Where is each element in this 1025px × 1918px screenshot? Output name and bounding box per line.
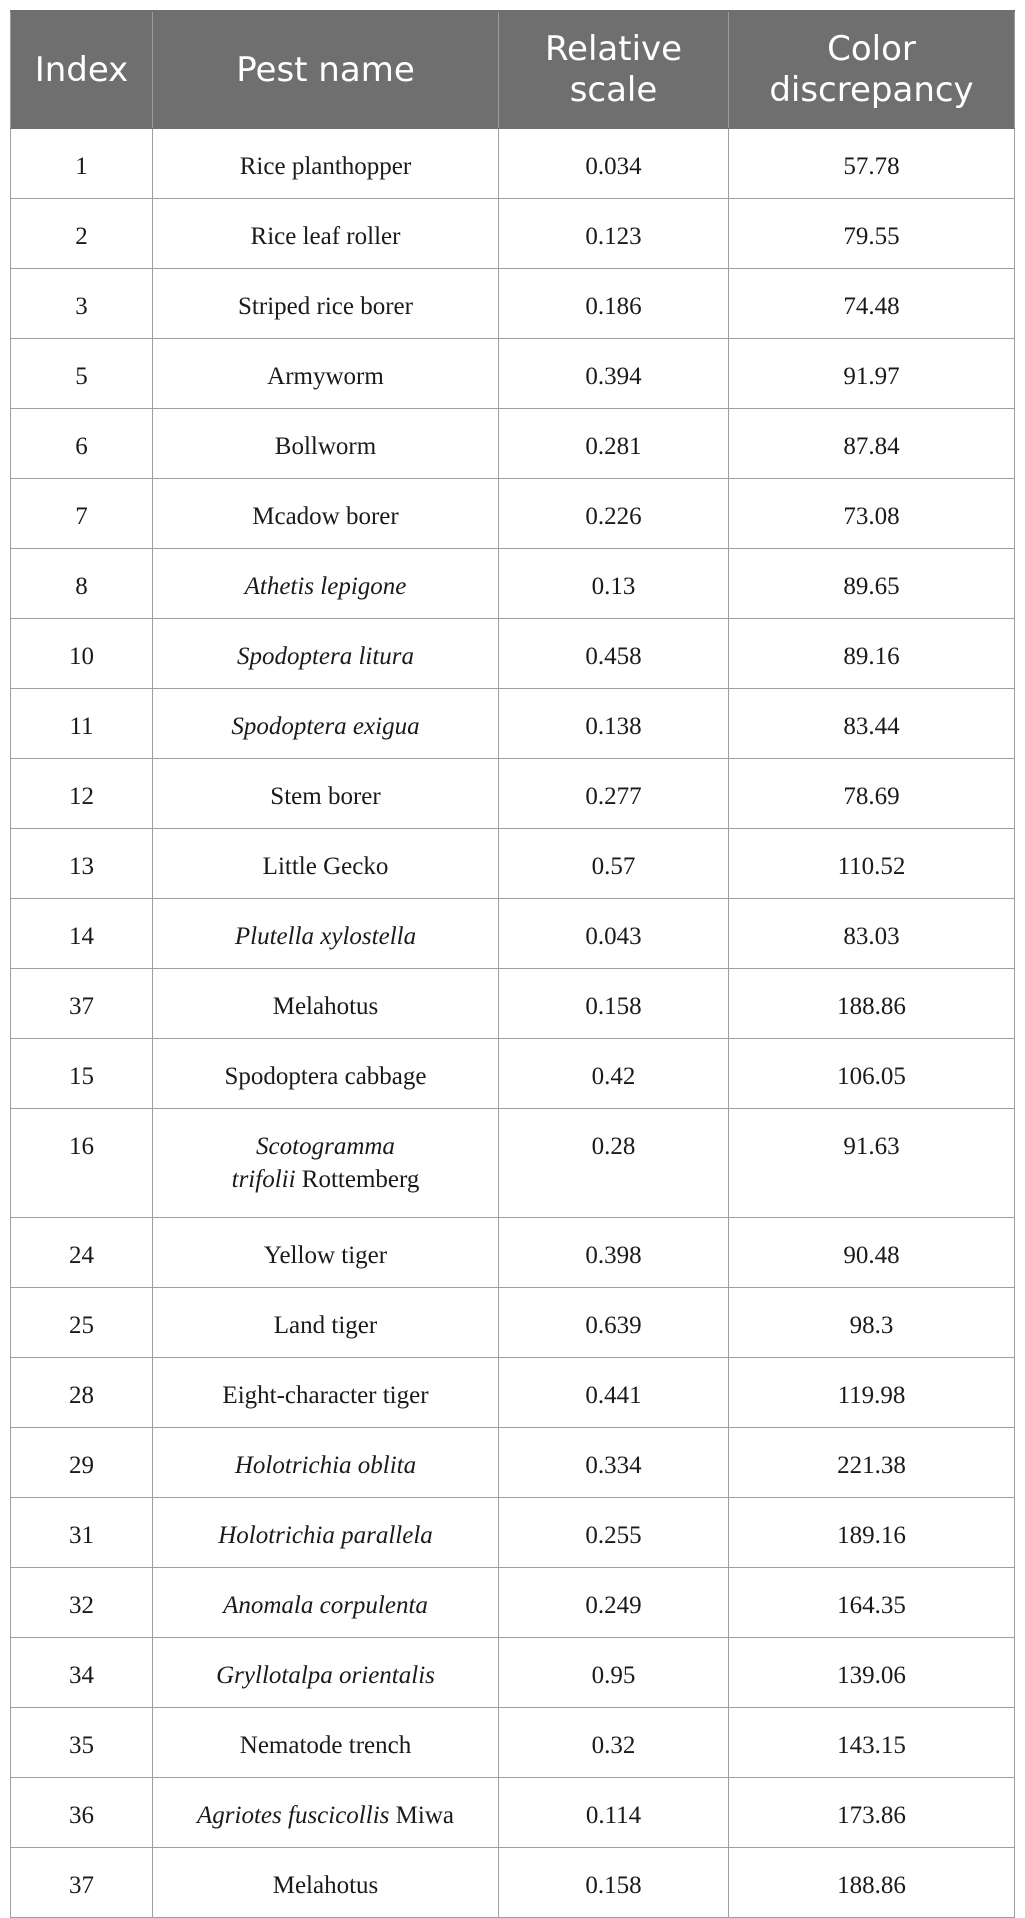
cell-index: 10 <box>11 619 153 689</box>
table-row <box>11 1039 1015 1109</box>
cell-color-discrepancy: 91.63 <box>729 1109 1015 1218</box>
header-relative-scale <box>499 11 729 129</box>
cell-index: 5 <box>11 339 153 409</box>
table-row <box>11 1778 1015 1848</box>
cell-index: 1 <box>11 129 153 199</box>
header-relative-scale-line1: Relative <box>544 29 683 69</box>
cell-pest-name: Melahotus <box>153 969 499 1039</box>
cell-relative-scale: 0.226 <box>499 479 729 549</box>
cell-index: 25 <box>11 1288 153 1358</box>
cell-index: 11 <box>11 689 153 759</box>
cell-pest-name: Athetis lepigone <box>153 549 499 619</box>
cell-pest-name <box>153 1778 499 1848</box>
table-row <box>11 1358 1015 1428</box>
pest-name-line2 <box>159 1163 492 1196</box>
table-row <box>11 1428 1015 1498</box>
pest-name-line1: Scotogramma <box>256 1133 395 1160</box>
cell-pest-name: Land tiger <box>153 1288 499 1358</box>
cell-color-discrepancy: 78.69 <box>729 759 1015 829</box>
table-row <box>11 759 1015 829</box>
cell-index: 16 <box>11 1109 153 1218</box>
cell-relative-scale: 0.277 <box>499 759 729 829</box>
table-row <box>11 1109 1015 1218</box>
table-row <box>11 1498 1015 1568</box>
pest-name-line2-roman: Rottemberg <box>295 1166 420 1193</box>
cell-relative-scale: 0.32 <box>499 1708 729 1778</box>
table-row <box>11 129 1015 199</box>
cell-color-discrepancy: 83.44 <box>729 689 1015 759</box>
cell-pest-name: Rice leaf roller <box>153 199 499 269</box>
table-row <box>11 199 1015 269</box>
cell-relative-scale: 0.28 <box>499 1109 729 1218</box>
table-row <box>11 1708 1015 1778</box>
cell-pest-name: Eight-character tiger <box>153 1358 499 1428</box>
cell-color-discrepancy: 73.08 <box>729 479 1015 549</box>
cell-pest-name: Melahotus <box>153 1848 499 1918</box>
cell-color-discrepancy: 143.15 <box>729 1708 1015 1778</box>
cell-index: 14 <box>11 899 153 969</box>
pest-name-roman: Miwa <box>389 1802 454 1829</box>
cell-color-discrepancy: 110.52 <box>729 829 1015 899</box>
cell-pest-name: Spodoptera cabbage <box>153 1039 499 1109</box>
cell-index: 36 <box>11 1778 153 1848</box>
cell-index: 12 <box>11 759 153 829</box>
cell-pest-name: Spodoptera exigua <box>153 689 499 759</box>
table-row <box>11 829 1015 899</box>
table-row <box>11 1568 1015 1638</box>
cell-relative-scale: 0.138 <box>499 689 729 759</box>
cell-color-discrepancy: 106.05 <box>729 1039 1015 1109</box>
cell-color-discrepancy: 83.03 <box>729 899 1015 969</box>
cell-index: 37 <box>11 1848 153 1918</box>
pest-name-line2-italic: trifolii <box>231 1166 296 1193</box>
cell-pest-name <box>153 1109 499 1218</box>
cell-color-discrepancy: 188.86 <box>729 1848 1015 1918</box>
cell-index: 34 <box>11 1638 153 1708</box>
cell-pest-name: Anomala corpulenta <box>153 1568 499 1638</box>
cell-pest-name: Spodoptera litura <box>153 619 499 689</box>
cell-color-discrepancy: 91.97 <box>729 339 1015 409</box>
header-color-discrepancy <box>729 11 1015 129</box>
cell-relative-scale: 0.639 <box>499 1288 729 1358</box>
cell-relative-scale: 0.13 <box>499 549 729 619</box>
table-row <box>11 1218 1015 1288</box>
cell-relative-scale: 0.114 <box>499 1778 729 1848</box>
table-row <box>11 479 1015 549</box>
cell-pest-name: Striped rice borer <box>153 269 499 339</box>
cell-index: 13 <box>11 829 153 899</box>
cell-color-discrepancy: 87.84 <box>729 409 1015 479</box>
cell-color-discrepancy: 98.3 <box>729 1288 1015 1358</box>
cell-color-discrepancy: 89.16 <box>729 619 1015 689</box>
cell-pest-name: Holotrichia parallela <box>153 1498 499 1568</box>
cell-pest-name: Rice planthopper <box>153 129 499 199</box>
table-header-row <box>11 11 1015 129</box>
table-row <box>11 899 1015 969</box>
cell-color-discrepancy: 79.55 <box>729 199 1015 269</box>
cell-index: 28 <box>11 1358 153 1428</box>
cell-pest-name: Plutella xylostella <box>153 899 499 969</box>
table-row <box>11 619 1015 689</box>
cell-relative-scale: 0.398 <box>499 1218 729 1288</box>
cell-pest-name: Mcadow borer <box>153 479 499 549</box>
cell-pest-name: Stem borer <box>153 759 499 829</box>
pest-name-italic: Agriotes fuscicollis <box>197 1802 390 1829</box>
cell-index: 6 <box>11 409 153 479</box>
cell-pest-name: Nematode trench <box>153 1708 499 1778</box>
cell-index: 24 <box>11 1218 153 1288</box>
header-relative-scale-line2: scale <box>569 70 658 110</box>
cell-index: 3 <box>11 269 153 339</box>
cell-index: 29 <box>11 1428 153 1498</box>
pest-data-table <box>10 10 1015 1918</box>
cell-relative-scale: 0.158 <box>499 1848 729 1918</box>
header-color-discrepancy-line2: discrepancy <box>769 70 974 110</box>
table-row <box>11 689 1015 759</box>
header-color-discrepancy-line1: Color <box>827 29 916 69</box>
cell-color-discrepancy: 164.35 <box>729 1568 1015 1638</box>
cell-relative-scale: 0.249 <box>499 1568 729 1638</box>
cell-color-discrepancy: 74.48 <box>729 269 1015 339</box>
cell-color-discrepancy: 173.86 <box>729 1778 1015 1848</box>
table-row <box>11 969 1015 1039</box>
cell-relative-scale: 0.458 <box>499 619 729 689</box>
cell-relative-scale: 0.158 <box>499 969 729 1039</box>
cell-index: 8 <box>11 549 153 619</box>
cell-pest-name: Armyworm <box>153 339 499 409</box>
cell-index: 2 <box>11 199 153 269</box>
cell-index: 15 <box>11 1039 153 1109</box>
cell-index: 7 <box>11 479 153 549</box>
cell-color-discrepancy: 221.38 <box>729 1428 1015 1498</box>
cell-relative-scale: 0.186 <box>499 269 729 339</box>
cell-relative-scale: 0.95 <box>499 1638 729 1708</box>
table-row <box>11 269 1015 339</box>
cell-color-discrepancy: 189.16 <box>729 1498 1015 1568</box>
cell-color-discrepancy: 139.06 <box>729 1638 1015 1708</box>
cell-relative-scale: 0.281 <box>499 409 729 479</box>
cell-index: 31 <box>11 1498 153 1568</box>
cell-relative-scale: 0.255 <box>499 1498 729 1568</box>
cell-pest-name: Little Gecko <box>153 829 499 899</box>
cell-relative-scale: 0.043 <box>499 899 729 969</box>
table-row <box>11 409 1015 479</box>
cell-index: 35 <box>11 1708 153 1778</box>
cell-color-discrepancy: 89.65 <box>729 549 1015 619</box>
cell-color-discrepancy: 90.48 <box>729 1218 1015 1288</box>
table-row <box>11 339 1015 409</box>
cell-pest-name: Yellow tiger <box>153 1218 499 1288</box>
cell-relative-scale: 0.57 <box>499 829 729 899</box>
cell-pest-name: Bollworm <box>153 409 499 479</box>
cell-relative-scale: 0.034 <box>499 129 729 199</box>
cell-relative-scale: 0.394 <box>499 339 729 409</box>
cell-color-discrepancy: 57.78 <box>729 129 1015 199</box>
cell-pest-name: Holotrichia oblita <box>153 1428 499 1498</box>
table-row <box>11 549 1015 619</box>
cell-index: 32 <box>11 1568 153 1638</box>
cell-relative-scale: 0.334 <box>499 1428 729 1498</box>
cell-relative-scale: 0.123 <box>499 199 729 269</box>
table-row <box>11 1848 1015 1918</box>
table-row <box>11 1288 1015 1358</box>
cell-color-discrepancy: 119.98 <box>729 1358 1015 1428</box>
table-row <box>11 1638 1015 1708</box>
cell-index: 37 <box>11 969 153 1039</box>
header-index: Index <box>11 11 153 129</box>
cell-relative-scale: 0.441 <box>499 1358 729 1428</box>
cell-pest-name: Gryllotalpa orientalis <box>153 1638 499 1708</box>
cell-relative-scale: 0.42 <box>499 1039 729 1109</box>
header-pest-name: Pest name <box>153 11 499 129</box>
cell-color-discrepancy: 188.86 <box>729 969 1015 1039</box>
